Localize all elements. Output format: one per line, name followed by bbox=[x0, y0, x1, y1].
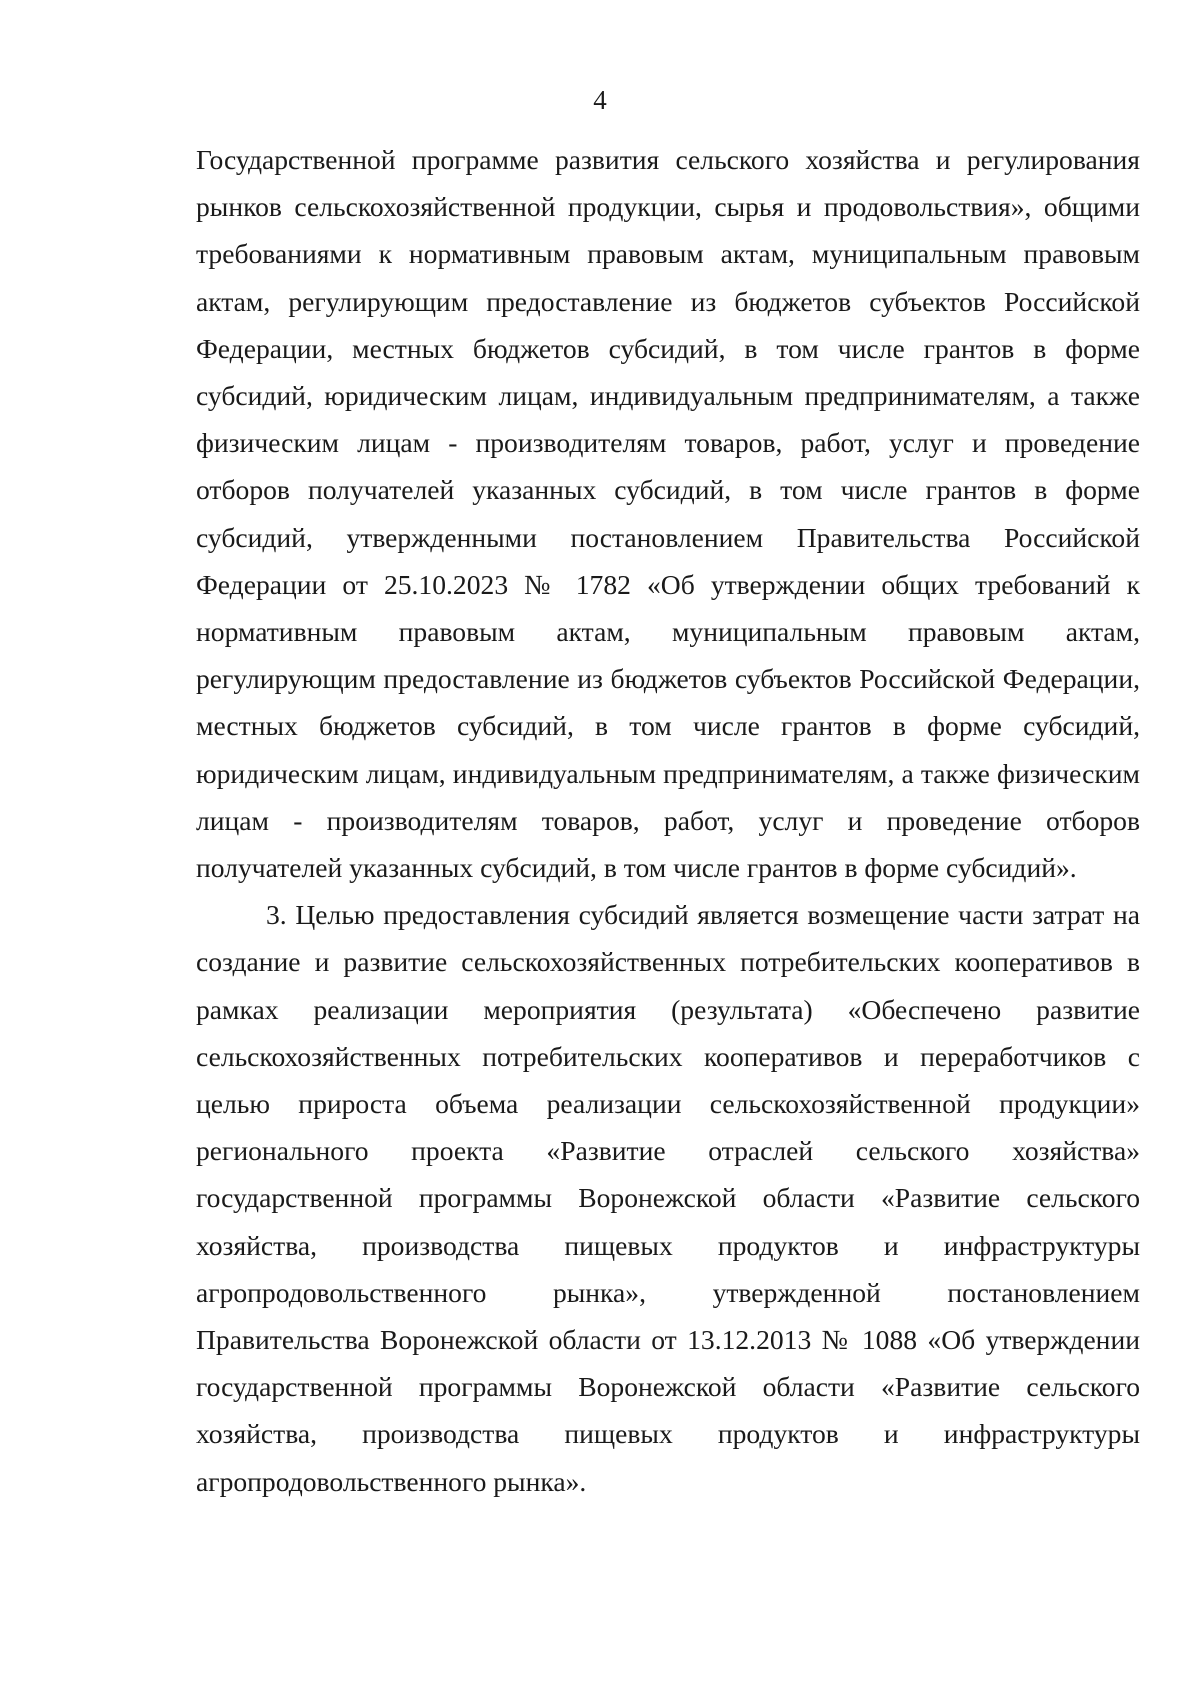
page-number: 4 bbox=[593, 85, 607, 115]
paragraph-continuation: Государственной программе развития сельского хозяйства и регулирования рынков сельскохозяйственной продукции, сырья и продовольствия», общими требованиями к нормативным правовым актам, муниципальным правовым актам, регулирующим предоставление из бюджетов субъектов Российской Федерации, местных бюджетов субсидий, в том числе грантов в форме субсидий, юридическим лицам, индивидуальным предпринимателям, а также физическим лицам - производителям товаров, работ, услуг и проведение отборов получателей указанных субсидий, в том числе грантов в форме субсидий, утвержденными постановлением Правительства Российской Федерации от 25.10.2023 № 1782 «Об утверждении общих требований к нормативным правовым актам, муниципальным правовым актам, регулирующим предоставление из бюджетов субъектов Российской Федерации, местных бюджетов субсидий, в том числе грантов в форме субсидий, юридическим лицам, индивидуальным предпринимателям, а также физическим лицам - производителям товаров, работ, услуг и проведение отборов получателей указанных субсидий, в том числе грантов в форме субсидий». bbox=[196, 144, 1140, 884]
paragraph-item-3: 3. Целью предоставления субсидий является возмещение части затрат на создание и развитие сельскохозяйственных потребительских кооперативов в рамках реализации мероприятия (результата) «Обеспечено развитие сельскохозяйственных потребительских кооперативов и переработчиков с целью прироста объема реализации сельскохозяйственной продукции» регионального проекта «Развитие отраслей сельского хозяйства» государственной программы Воронежской области «Развитие сельского хозяйства, производства пищевых продуктов и инфраструктуры агропродовольственного рынка», утвержденной постановлением Правительства Воронежской области от 13.12.2013 № 1088 «Об утверждении государственной программы Воронежской области «Развитие сельского хозяйства, производства пищевых продуктов и инфраструктуры агропродовольственного рынка». bbox=[196, 899, 1140, 1497]
document-body bbox=[196, 136, 1140, 1505]
